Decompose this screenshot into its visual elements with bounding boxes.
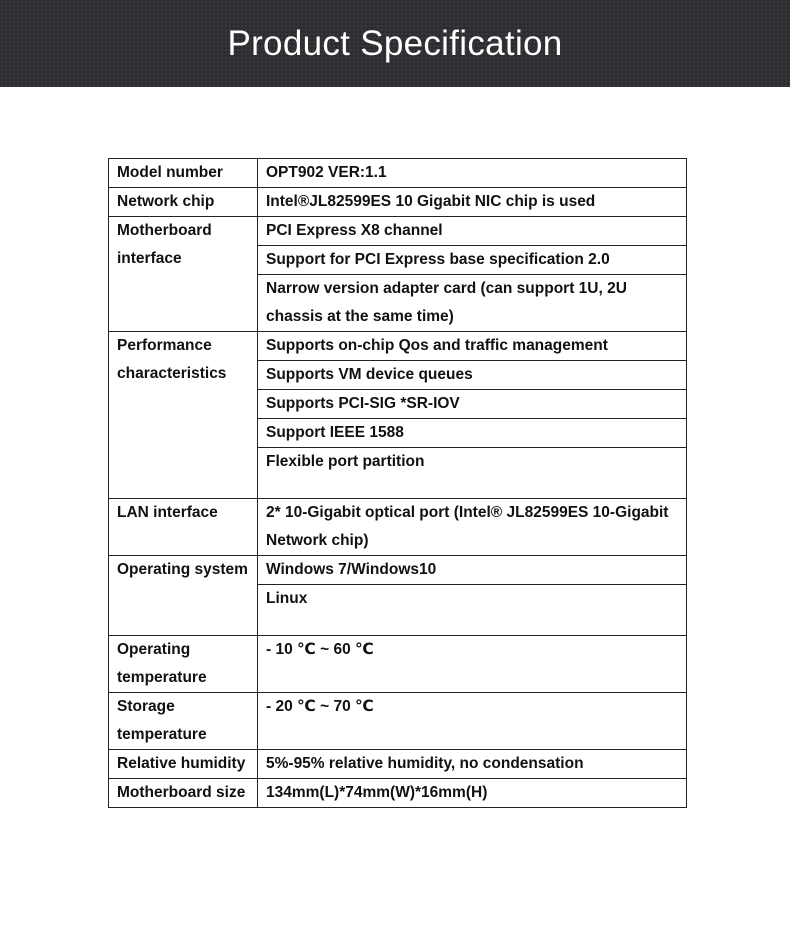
spec-value: - 10 ℃ ~ 60 ℃ <box>258 636 687 693</box>
table-row <box>109 217 687 246</box>
spec-label: Model number <box>109 159 258 188</box>
spec-value: Support IEEE 1588 <box>258 419 687 448</box>
spec-label: LAN interface <box>109 499 258 556</box>
spec-label: Storage temperature <box>109 693 258 750</box>
spec-value: 134mm(L)*74mm(W)*16mm(H) <box>258 779 687 808</box>
spec-value: Supports on-chip Qos and traffic management <box>258 332 687 361</box>
spec-value: PCI Express X8 channel <box>258 217 687 246</box>
table-row <box>109 693 687 750</box>
spec-value: Intel®JL82599ES 10 Gigabit NIC chip is used <box>258 188 687 217</box>
table-row <box>109 750 687 779</box>
spec-value: Supports PCI-SIG *SR-IOV <box>258 390 687 419</box>
spec-value: Linux <box>258 585 687 636</box>
page-title: Product Specification <box>227 23 563 63</box>
spec-value: Supports VM device queues <box>258 361 687 390</box>
table-row <box>109 499 687 556</box>
spec-label: Operating temperature <box>109 636 258 693</box>
spec-label: Motherboard size <box>109 779 258 808</box>
spec-label: Motherboard interface <box>109 217 258 332</box>
spec-value: Narrow version adapter card (can support 1U, 2U chassis at the same time) <box>258 275 687 332</box>
spec-label: Operating system <box>109 556 258 636</box>
table-row <box>109 332 687 361</box>
spec-label: Network chip <box>109 188 258 217</box>
table-row <box>109 556 687 585</box>
spec-value: - 20 ℃ ~ 70 ℃ <box>258 693 687 750</box>
header-banner <box>0 0 790 87</box>
spec-value: 2* 10-Gigabit optical port (Intel® JL82599ES 10-Gigabit Network chip) <box>258 499 687 556</box>
spec-value: Windows 7/Windows10 <box>258 556 687 585</box>
spec-value: Support for PCI Express base specification 2.0 <box>258 246 687 275</box>
table-row <box>109 188 687 217</box>
spec-value: OPT902 VER:1.1 <box>258 159 687 188</box>
spec-label: Performance characteristics <box>109 332 258 499</box>
table-row <box>109 159 687 188</box>
spec-value: Flexible port partition <box>258 448 687 499</box>
spec-value: 5%-95% relative humidity, no condensation <box>258 750 687 779</box>
spec-table <box>108 158 687 808</box>
spec-label: Relative humidity <box>109 750 258 779</box>
table-row <box>109 636 687 693</box>
table-row <box>109 779 687 808</box>
